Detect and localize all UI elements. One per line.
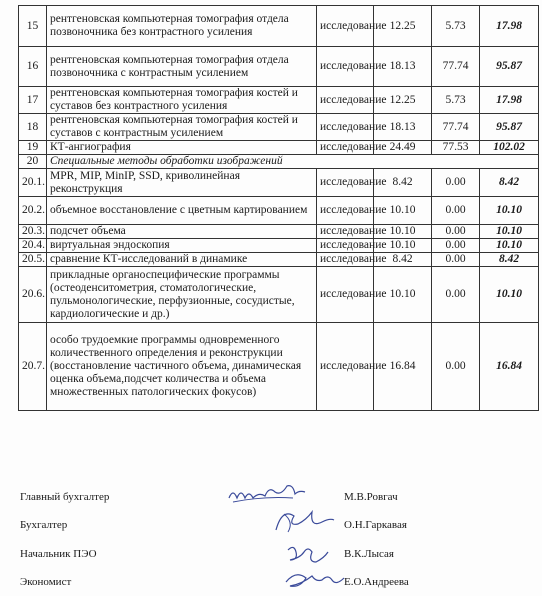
price-total: 10.10 (480, 239, 539, 253)
table-row (19, 87, 539, 114)
price-total: 10.10 (480, 225, 539, 239)
service-name: рентгеновская компьютерная томография отдела позвоночника с контрастным усилением (47, 47, 317, 87)
table-row (19, 47, 539, 87)
service-name: рентгеновская компьютерная томография костей и суставов без контрастного усиления (47, 87, 317, 114)
signature-row (20, 516, 520, 536)
row-number: 20.1. (19, 169, 47, 197)
signature-mark (282, 540, 342, 564)
table-row (19, 114, 539, 141)
price-value: 5.73 (432, 87, 480, 114)
signer-role: Начальник ПЭО (20, 548, 97, 560)
signature-mark (282, 570, 352, 592)
signature-row (20, 573, 520, 593)
signer-role: Бухгалтер (20, 519, 68, 531)
table-row (19, 169, 539, 197)
unit-of-measure: исследование (317, 114, 374, 141)
price-value: 18.13 (374, 47, 432, 87)
section-title: Специальные методы обработки изображений (47, 155, 539, 169)
price-value: 0.00 (432, 197, 480, 225)
service-name: сравнение КТ-исследований в динамике (47, 253, 317, 267)
price-table (18, 5, 539, 411)
price-total: 102.02 (480, 141, 539, 155)
price-value: 24.49 (374, 141, 432, 155)
price-value: 10.10 (374, 239, 432, 253)
price-value: 0.00 (432, 253, 480, 267)
service-name: подсчет объема (47, 225, 317, 239)
table-row (19, 155, 539, 169)
row-number: 20.5. (19, 253, 47, 267)
service-name: рентгеновская компьютерная томография костей и суставов с контрастным усилением (47, 114, 317, 141)
unit-of-measure: исследование (317, 87, 374, 114)
unit-of-measure: исследование (317, 141, 374, 155)
price-total: 95.87 (480, 114, 539, 141)
signer-name: О.Н.Гаркавая (344, 519, 407, 531)
price-value: 10.10 (374, 225, 432, 239)
price-value: 77.74 (432, 47, 480, 87)
table-row (19, 323, 539, 411)
row-number: 20.3. (19, 225, 47, 239)
signer-name: М.В.Ровгач (344, 491, 398, 503)
price-total: 8.42 (480, 253, 539, 267)
table-row (19, 253, 539, 267)
table-row (19, 239, 539, 253)
price-value: 0.00 (432, 225, 480, 239)
price-value: 0.00 (432, 169, 480, 197)
signature-row (20, 545, 520, 565)
service-name: прикладные органоспецифические программы (остеоденситометрия, стоматологические, пульмонологические, перфузионные, сосудистые, кардиологические и др.) (47, 267, 317, 323)
signer-name: Е.О.Андреева (344, 576, 409, 588)
signature-mark (270, 510, 340, 536)
unit-of-measure: исследование (317, 267, 374, 323)
unit-of-measure: исследование (317, 225, 374, 239)
price-total: 95.87 (480, 47, 539, 87)
service-name: MPR, MIP, MinIP, SSD, криволинейная реконструкция (47, 169, 317, 197)
price-total: 8.42 (480, 169, 539, 197)
unit-of-measure: исследование (317, 169, 374, 197)
signer-name: В.К.Лысая (344, 548, 394, 560)
service-name: КТ-ангиография (47, 141, 317, 155)
signature-mark (225, 482, 315, 506)
signer-role: Экономист (20, 576, 72, 588)
table-row (19, 141, 539, 155)
row-number: 18 (19, 114, 47, 141)
price-value: 12.25 (374, 87, 432, 114)
row-number: 20.2. (19, 197, 47, 225)
price-total: 10.10 (480, 267, 539, 323)
price-value: 77.53 (432, 141, 480, 155)
row-number: 20.4. (19, 239, 47, 253)
unit-of-measure: исследование (317, 253, 374, 267)
price-value: 8.42 (374, 169, 432, 197)
price-value: 0.00 (432, 267, 480, 323)
table-row (19, 225, 539, 239)
table-row (19, 267, 539, 323)
price-value: 0.00 (432, 239, 480, 253)
price-value: 8.42 (374, 253, 432, 267)
row-number: 20 (19, 155, 47, 169)
table-row (19, 197, 539, 225)
table-row (19, 6, 539, 47)
unit-of-measure: исследование (317, 239, 374, 253)
service-name: объемное восстановление с цветным картированием (47, 197, 317, 225)
unit-of-measure: исследование (317, 6, 374, 47)
price-value: 0.00 (432, 323, 480, 411)
unit-of-measure: исследование (317, 323, 374, 411)
price-value: 12.25 (374, 6, 432, 47)
price-total: 10.10 (480, 197, 539, 225)
service-name: особо трудоемкие программы одновременного количественного определения и реконструкции (восстановление частичного объема, динамическая оценка объема,подсчет количества и объема множественных патологических фокусов) (47, 323, 317, 411)
signature-row (20, 488, 520, 508)
row-number: 15 (19, 6, 47, 47)
service-name: рентгеновская компьютерная томография отдела позвоночника без контрастного усиления (47, 6, 317, 47)
price-value: 5.73 (432, 6, 480, 47)
price-total: 17.98 (480, 6, 539, 47)
price-value: 16.84 (374, 323, 432, 411)
price-value: 77.74 (432, 114, 480, 141)
unit-of-measure: исследование (317, 197, 374, 225)
unit-of-measure: исследование (317, 47, 374, 87)
price-total: 17.98 (480, 87, 539, 114)
row-number: 19 (19, 141, 47, 155)
price-value: 10.10 (374, 197, 432, 225)
row-number: 20.7. (19, 323, 47, 411)
row-number: 20.6. (19, 267, 47, 323)
price-total: 16.84 (480, 323, 539, 411)
row-number: 16 (19, 47, 47, 87)
signer-role: Главный бухгалтер (20, 491, 110, 503)
service-name: виртуальная эндоскопия (47, 239, 317, 253)
price-value: 10.10 (374, 267, 432, 323)
price-value: 18.13 (374, 114, 432, 141)
row-number: 17 (19, 87, 47, 114)
